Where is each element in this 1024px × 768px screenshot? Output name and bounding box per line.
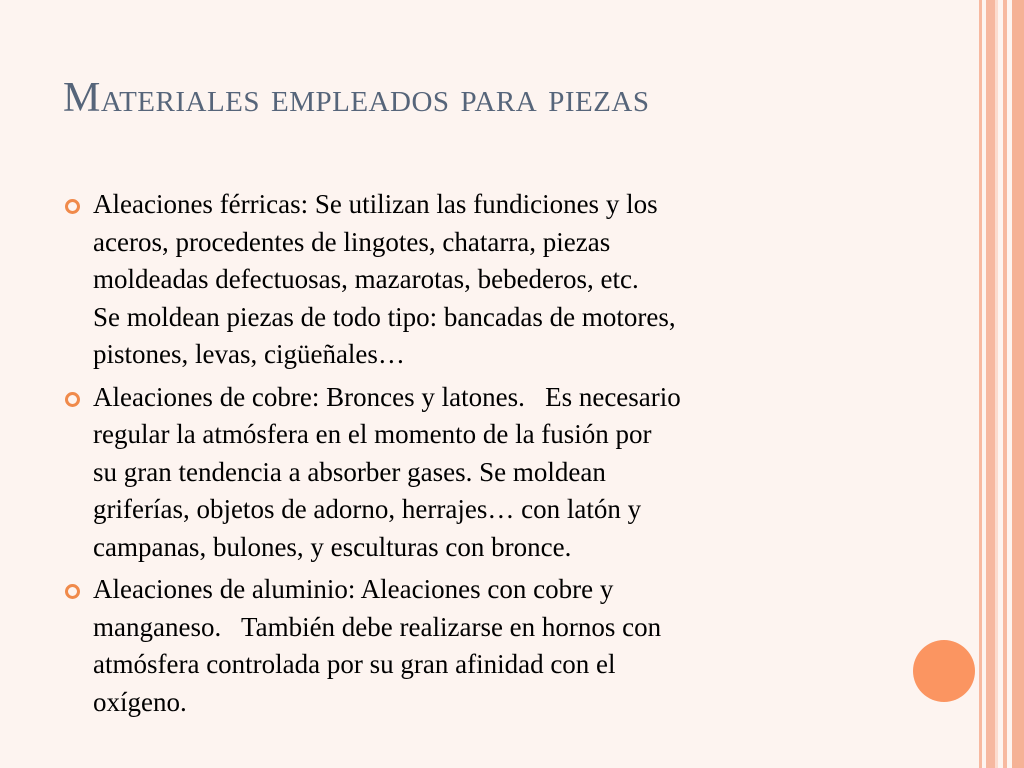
bullet-text-line: regular la atmósfera en el momento de la fusión por [93,419,652,449]
bullet-text-line: manganeso. También debe realizarse en hornos con [93,611,662,642]
decorative-stripe [979,0,982,768]
bullet-text-line: Se moldean piezas de todo tipo: bancadas de motores, [93,301,676,332]
bullet-circle-icon [65,199,80,214]
bullet-item [63,379,883,567]
bullet-text-line: griferías, objetos de adorno, herrajes… con latón y [93,494,642,524]
decorative-stripe [1003,0,1007,768]
decorative-stripe [1012,0,1024,768]
bullet-text-line: campanas, bulones, y esculturas con bronce. [93,531,572,562]
bullet-list [63,186,883,726]
bullet-text-line: aceros, procedentes de lingotes, chatarra, piezas [93,226,611,257]
decorative-stripe [986,0,995,768]
bullet-text-line: su gran tendencia a absorber gases. Se moldean [93,456,606,487]
bullet-circle-icon [65,584,80,599]
bullet-text-line: Aleaciones de aluminio: Aleaciones con cobre y [93,574,614,604]
bullet-text-line: oxígeno. [93,686,187,717]
bullet-text-line: Aleaciones de cobre: Bronces y latones. Es necesario [93,381,681,412]
decorative-stripe [995,0,998,768]
bullet-text-line: Aleaciones férricas: Se utilizan las fundiciones y los [93,189,658,219]
bullet-circle-icon [65,392,80,407]
decorative-circle [913,640,975,702]
bullet-item [63,571,883,721]
slide-title: Materiales empleados para piezas [63,75,650,121]
bullet-item [63,186,883,374]
bullet-text-line: moldeadas defectuosas, mazarotas, bebederos, etc. [93,264,639,294]
bullet-text-line: pistones, levas, cigüeñales… [93,339,405,369]
bullet-text-line: atmósfera controlada por su gran afinidad con el [93,649,616,679]
